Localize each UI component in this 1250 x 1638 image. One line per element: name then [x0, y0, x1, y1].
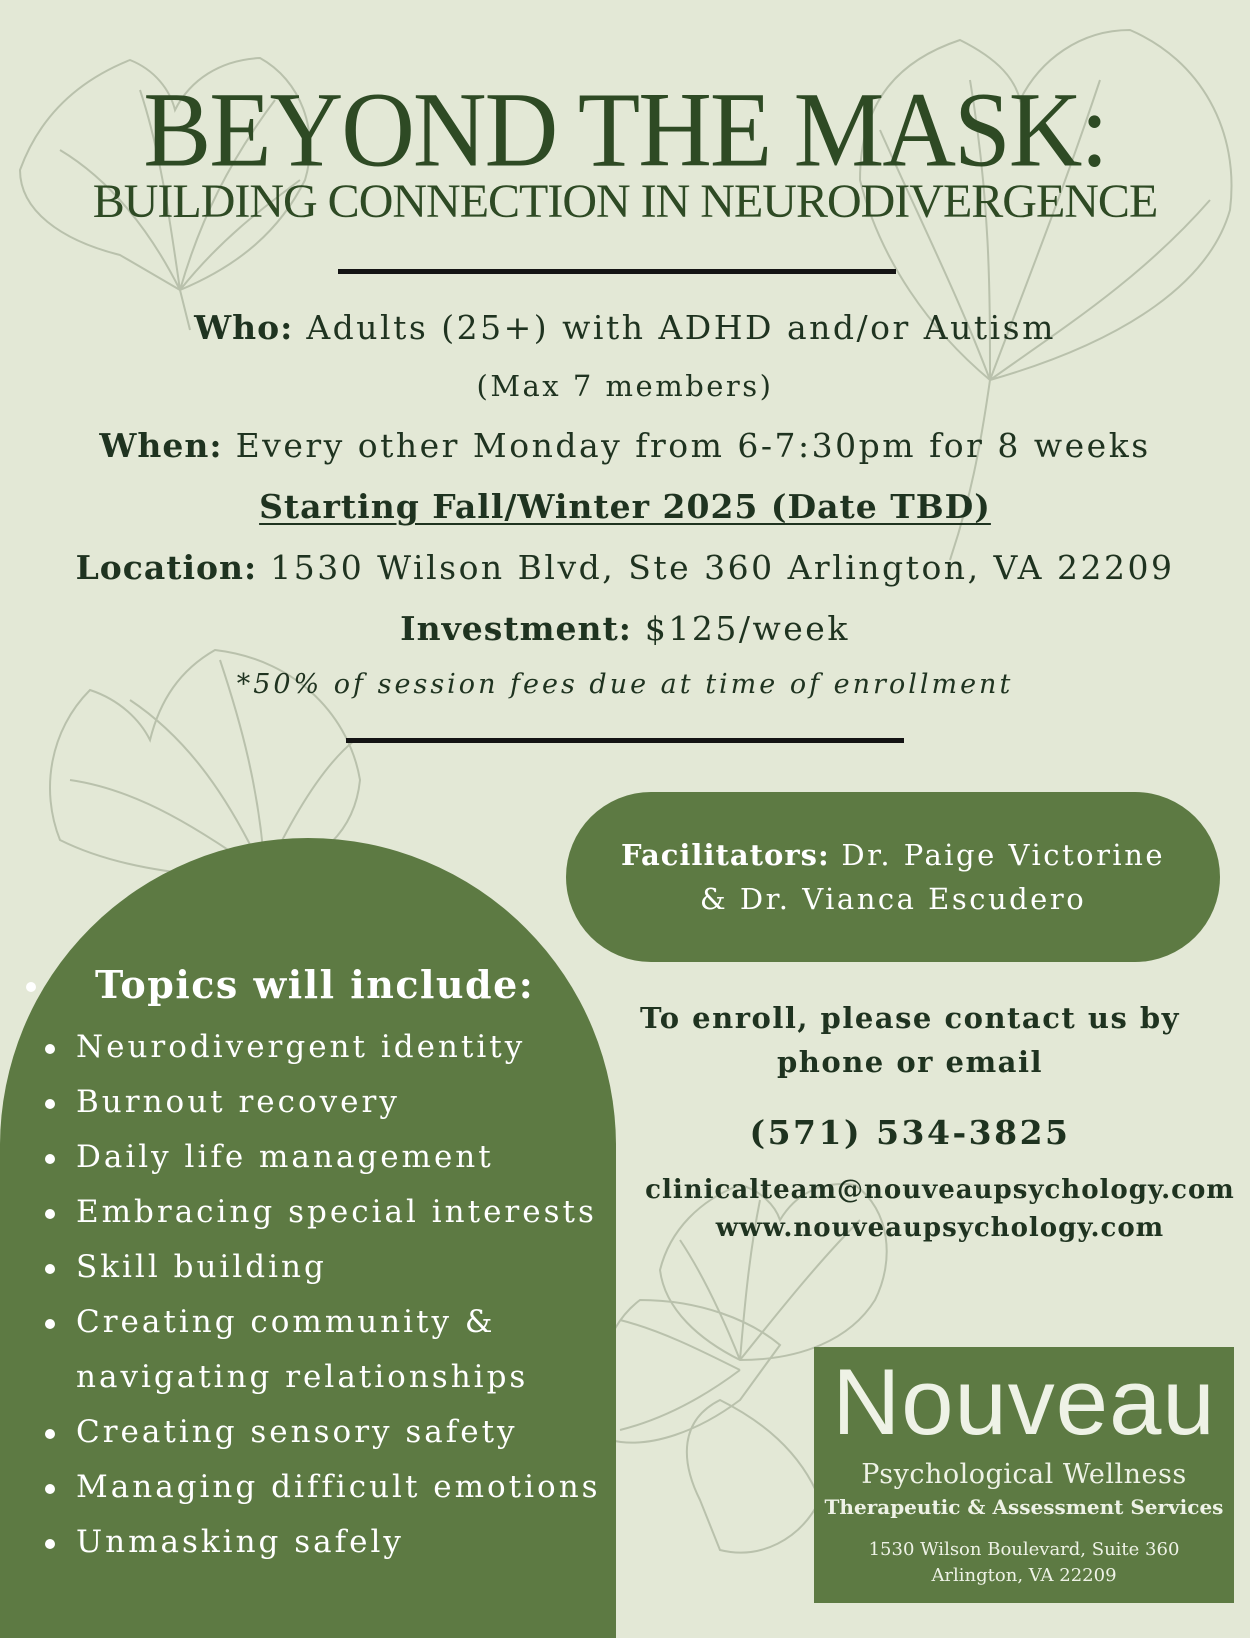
list-item: Managing difficult emotions — [45, 1460, 601, 1515]
list-item: Unmasking safely — [45, 1515, 601, 1570]
website-link[interactable]: www.nouveaupsychology.com — [715, 1213, 1165, 1243]
when-label: When: — [99, 426, 223, 465]
middle-divider — [346, 738, 904, 743]
bullet-dot — [26, 982, 36, 992]
enroll-line2: phone or email — [776, 1045, 1043, 1079]
top-divider — [338, 269, 896, 274]
location-value: 1530 Wilson Blvd, Ste 360 Arlington, VA 22209 — [257, 548, 1175, 587]
list-item: Skill building — [45, 1240, 601, 1295]
location-label: Location: — [75, 548, 258, 587]
who-note: (Max 7 members) — [476, 369, 774, 403]
when-value: Every other Monday from 6-7:30pm for 8 weeks — [222, 426, 1151, 465]
investment-line — [0, 609, 1250, 649]
fee-note: *50% of session fees due at time of enrollment — [236, 669, 1014, 700]
poster-title: BEYOND THE MASK: — [143, 71, 1107, 190]
facilitators-pill — [566, 792, 1220, 962]
list-item: Embracing special interests — [45, 1185, 601, 1240]
when-line — [0, 426, 1250, 466]
topics-heading: Topics will include: — [95, 962, 535, 1007]
start-date-text: Starting Fall/Winter 2025 (Date TBD) — [259, 487, 991, 526]
start-date — [0, 487, 1250, 527]
nouveau-logo — [814, 1347, 1234, 1603]
facilitator-two: & Dr. Vianca Escudero — [699, 882, 1087, 916]
who-value: Adults (25+) with ADHD and/or Autism — [293, 308, 1056, 347]
list-item: Creating sensory safety — [45, 1405, 601, 1460]
phone-number[interactable]: (571) 534-3825 — [749, 1113, 1071, 1152]
who-line — [0, 308, 1250, 348]
logo-subtitle: Psychological Wellness — [861, 1459, 1187, 1490]
facilitator-one: Dr. Paige Victorine — [829, 838, 1166, 872]
location-line — [0, 548, 1250, 588]
list-item-text: Creating community & — [76, 1304, 496, 1340]
enroll-instructions — [600, 996, 1220, 1084]
logo-address — [814, 1537, 1234, 1589]
topics-list — [45, 1020, 601, 1570]
list-item-continuation: navigating relationships — [76, 1359, 529, 1395]
list-item: Neurodivergent identity — [45, 1020, 601, 1075]
email-link[interactable]: clinicalteam@nouveaupsychology.com — [645, 1175, 1235, 1205]
investment-label: Investment: — [400, 609, 632, 648]
list-item: Burnout recovery — [45, 1075, 601, 1130]
enroll-line1: To enroll, please contact us by — [639, 1001, 1181, 1035]
logo-address-line2: Arlington, VA 22209 — [931, 1565, 1117, 1586]
contact-links — [630, 1171, 1250, 1247]
list-item — [45, 1295, 601, 1405]
logo-wordmark: Nouveau — [832, 1349, 1216, 1454]
facilitators-label: Facilitators: — [620, 838, 830, 872]
logo-address-line1: 1530 Wilson Boulevard, Suite 360 — [868, 1539, 1180, 1560]
who-label: Who: — [194, 308, 294, 347]
list-item: Daily life management — [45, 1130, 601, 1185]
facilitators-line1 — [566, 833, 1220, 877]
poster-subtitle: BUILDING CONNECTION IN NEURODIVERGENCE — [92, 175, 1158, 228]
logo-tagline: Therapeutic & Assessment Services — [824, 1495, 1224, 1519]
investment-value: $125/week — [631, 609, 850, 648]
